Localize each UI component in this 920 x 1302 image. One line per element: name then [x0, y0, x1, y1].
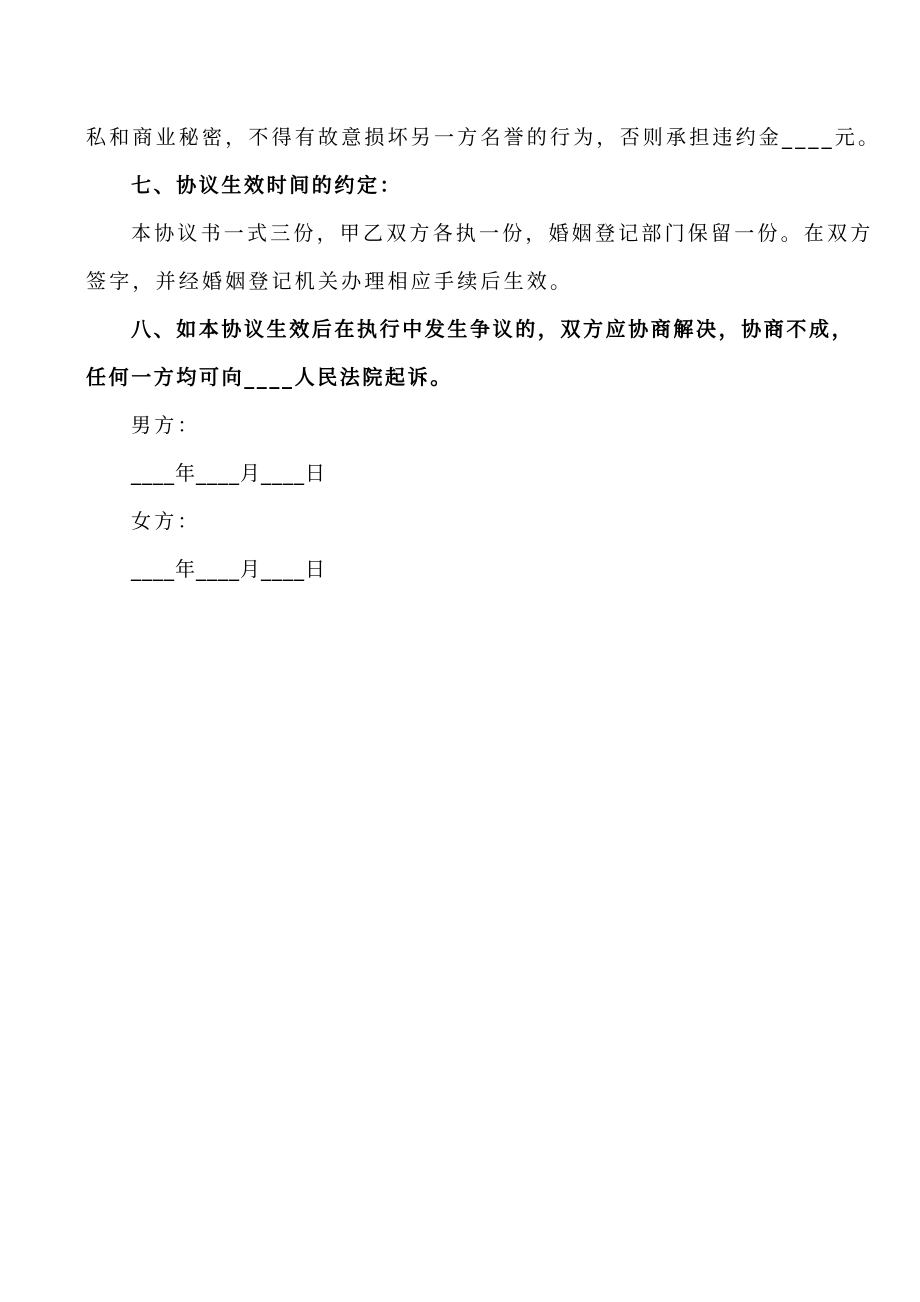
female-sign-date: ____年____月____日: [131, 557, 326, 581]
male-party-label: 男方：: [131, 413, 201, 437]
section-heading-7: 七、协议生效时间的约定：: [131, 173, 403, 197]
paragraph-line: 签字，并经婚姻登记机关办理相应手续后生效。: [86, 269, 574, 293]
paragraph-line: 私和商业秘密，不得有故意损坏另一方名誉的行为，否则承担违约金____元。: [86, 125, 882, 149]
paragraph-line: 任何一方均可向____人民法院起诉。: [86, 365, 453, 389]
paragraph-line: 本协议书一式三份，甲乙双方各执一份，婚姻登记部门保留一份。在双方: [131, 221, 874, 245]
male-sign-date: ____年____月____日: [131, 461, 326, 485]
female-party-label: 女方：: [131, 509, 201, 533]
section-heading-8: 八、如本协议生效后在执行中发生争议的，双方应协商解决，协商不成，: [131, 317, 855, 341]
